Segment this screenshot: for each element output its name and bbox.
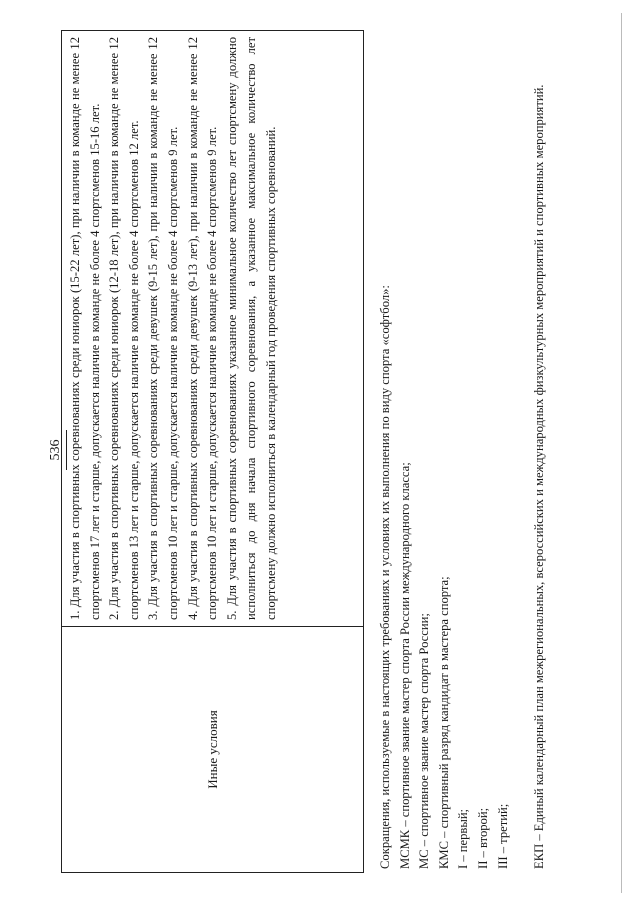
abbreviations-intro: Сокращения, используемые в настоящих требованиях и условиях их выполнения по виду спорта «софтбол»: [378, 285, 392, 869]
table-left-cell [62, 626, 363, 872]
ekp-definition: ЕКП – Единый календарный план межрегиональных, всероссийских и международных физкультурных мероприятий и спортивных мероприятий. [532, 84, 547, 869]
condition-item: 1. Для участия в спортивных соревнованиях среди юниорок (15-22 лет), при наличии в команде не менее 12 спортсменов 17 лет и старше, допускается наличие в команде не более 4 спортсменов 15-16 лет. [68, 37, 102, 620]
condition-item: 2. Для участия в спортивных соревнованиях среди юниорок (12-18 лет), при наличии в команде не менее 12 спортсменов 13 лет и старше, допускается наличие в команде не более 4 спортсменов 12 лет. [107, 37, 141, 620]
abbreviation-item: МС – спортивное звание мастер спорта России; [417, 613, 432, 869]
condition-item: 5. Для участия в спортивных соревнованиях указанное минимальное количество лет спортсмену должно исполниться до дня начала спортивного соревнования, а указанное максимальное количество лет спортсмену должно исполниться в календарный год проведения спортивных соревнований. [224, 37, 278, 620]
condition-item: 3. Для участия в спортивных соревнованиях среди девушек (9-15 лет), при наличии в команде не менее 12 спортсменов 10 лет и старше, допускается наличие в команде не более 4 спортсменов 9 лет. [146, 37, 180, 620]
conditions-table [61, 30, 364, 873]
spacer [513, 29, 530, 869]
table-right-cell [62, 31, 363, 626]
abbreviation-item: КМС – спортивный разряд кандидат в мастера спорта; [436, 576, 451, 869]
abbreviation-item: II – второй; [475, 807, 490, 869]
condition-item: 4. Для участия в спортивных соревнованиях среди девушек (9-13 лет), при наличии в команде не менее 12 спортсменов 10 лет и старше, допускается наличие в команде не более 4 спортсменов 9 лет. [185, 37, 220, 620]
abbreviations-section [376, 29, 550, 869]
abbreviation-item: I – первый; [456, 808, 471, 869]
abbreviation-item: III – третий; [495, 803, 510, 869]
scan-edge-line [621, 13, 622, 893]
page-number-text: 536 [48, 439, 63, 461]
abbreviation-item: МСМК – спортивное звание мастер спорта России международного класса; [397, 462, 412, 869]
other-conditions-label: Иные условия [204, 710, 220, 789]
